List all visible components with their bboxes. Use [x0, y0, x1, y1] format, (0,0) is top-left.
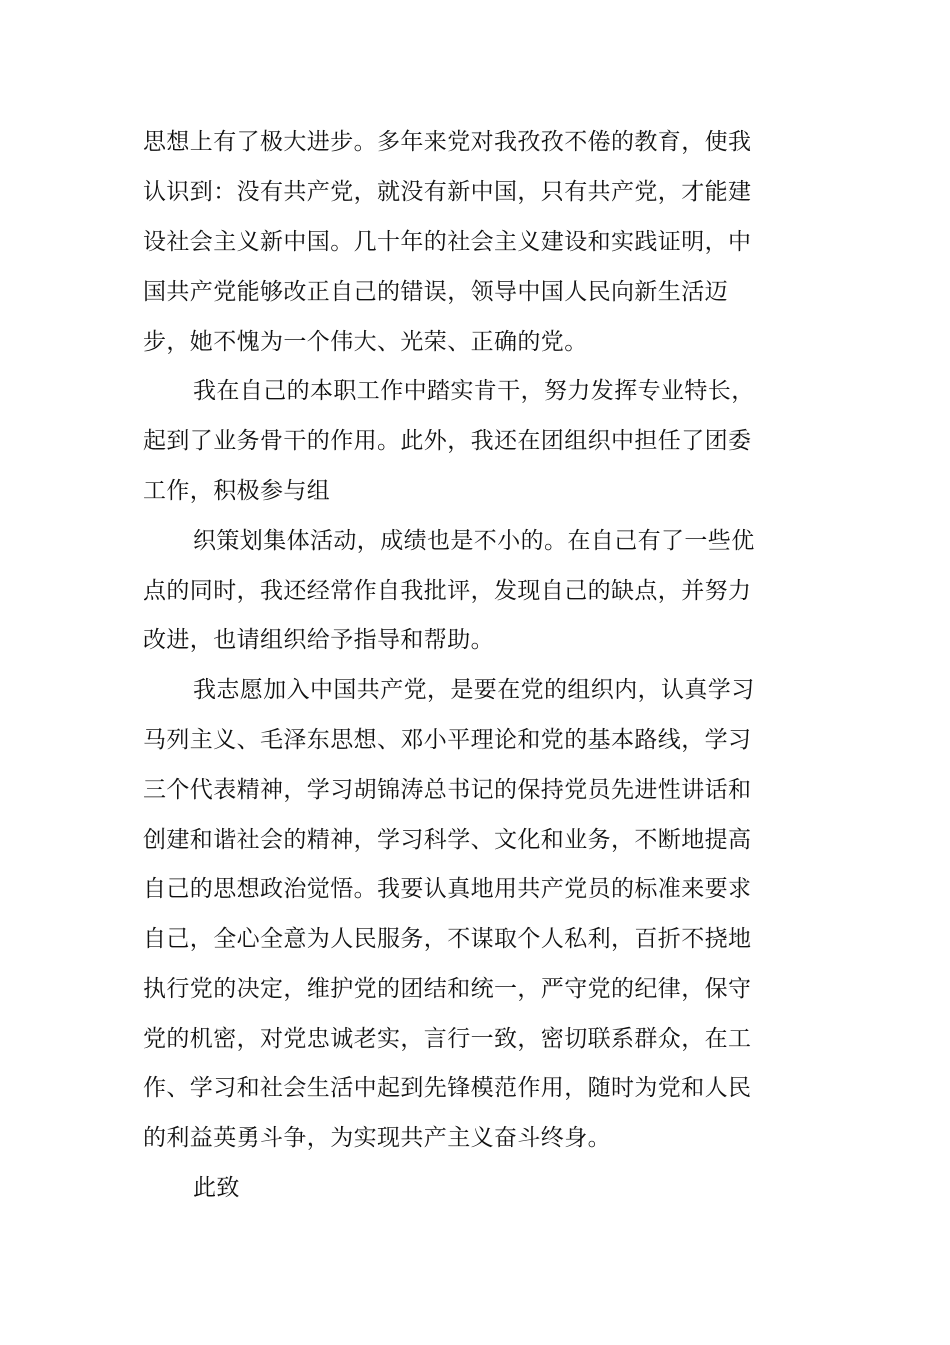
text-line: 执行党的决定，维护党的团结和统一，严守党的纪律，保守: [143, 976, 752, 1002]
text-line: 认识到：没有共产党，就没有新中国，只有共产党，才能建: [143, 179, 752, 205]
text-line: 设社会主义新中国。几十年的社会主义建设和实践证明，中: [143, 229, 752, 255]
text-line: 思想上有了极大进步。多年来党对我孜孜不倦的教育，使我: [143, 129, 752, 155]
text-line: 工作，积极参与组: [143, 478, 331, 504]
text-line: 起到了业务骨干的作用。此外，我还在团组织中担任了团委: [143, 428, 752, 454]
text-line: 三个代表精神，学习胡锦涛总书记的保持党员先进性讲话和: [143, 777, 752, 803]
text-line: 党的机密，对党忠诚老实，言行一致，密切联系群众，在工: [143, 1026, 752, 1052]
text-line: 的利益英勇斗争，为实现共产主义奋斗终身。: [143, 1125, 611, 1151]
text-line: 点的同时，我还经常作自我批评，发现自己的缺点，并努力: [143, 578, 752, 604]
text-line: 国共产党能够改正自己的错误，领导中国人民向新生活迈: [143, 279, 728, 305]
text-line: 马列主义、毛泽东思想、邓小平理论和党的基本路线，学习: [143, 727, 752, 753]
paragraph-start-line: 我志愿加入中国共产党，是要在党的组织内，认真学习: [193, 677, 755, 703]
text-line: 自己的思想政治觉悟。我要认真地用共产党员的标准来要求: [143, 876, 752, 902]
text-line: 创建和谐社会的精神，学习科学、文化和业务，不断地提高: [143, 827, 752, 853]
text-line: 步，她不愧为一个伟大、光荣、正确的党。: [143, 329, 588, 355]
closing-salutation: 此致: [193, 1175, 240, 1201]
paragraph-start-line: 织策划集体活动，成绩也是不小的。在自己有了一些优: [193, 528, 755, 554]
text-line: 改进，也请组织给予指导和帮助。: [143, 627, 494, 653]
paragraph-start-line: 我在自己的本职工作中踏实肯干，努力发挥专业特长，: [193, 378, 755, 404]
text-line: 作、学习和社会生活中起到先锋模范作用，随时为党和人民: [143, 1075, 752, 1101]
text-line: 自己，全心全意为人民服务，不谋取个人私利，百折不挠地: [143, 926, 752, 952]
